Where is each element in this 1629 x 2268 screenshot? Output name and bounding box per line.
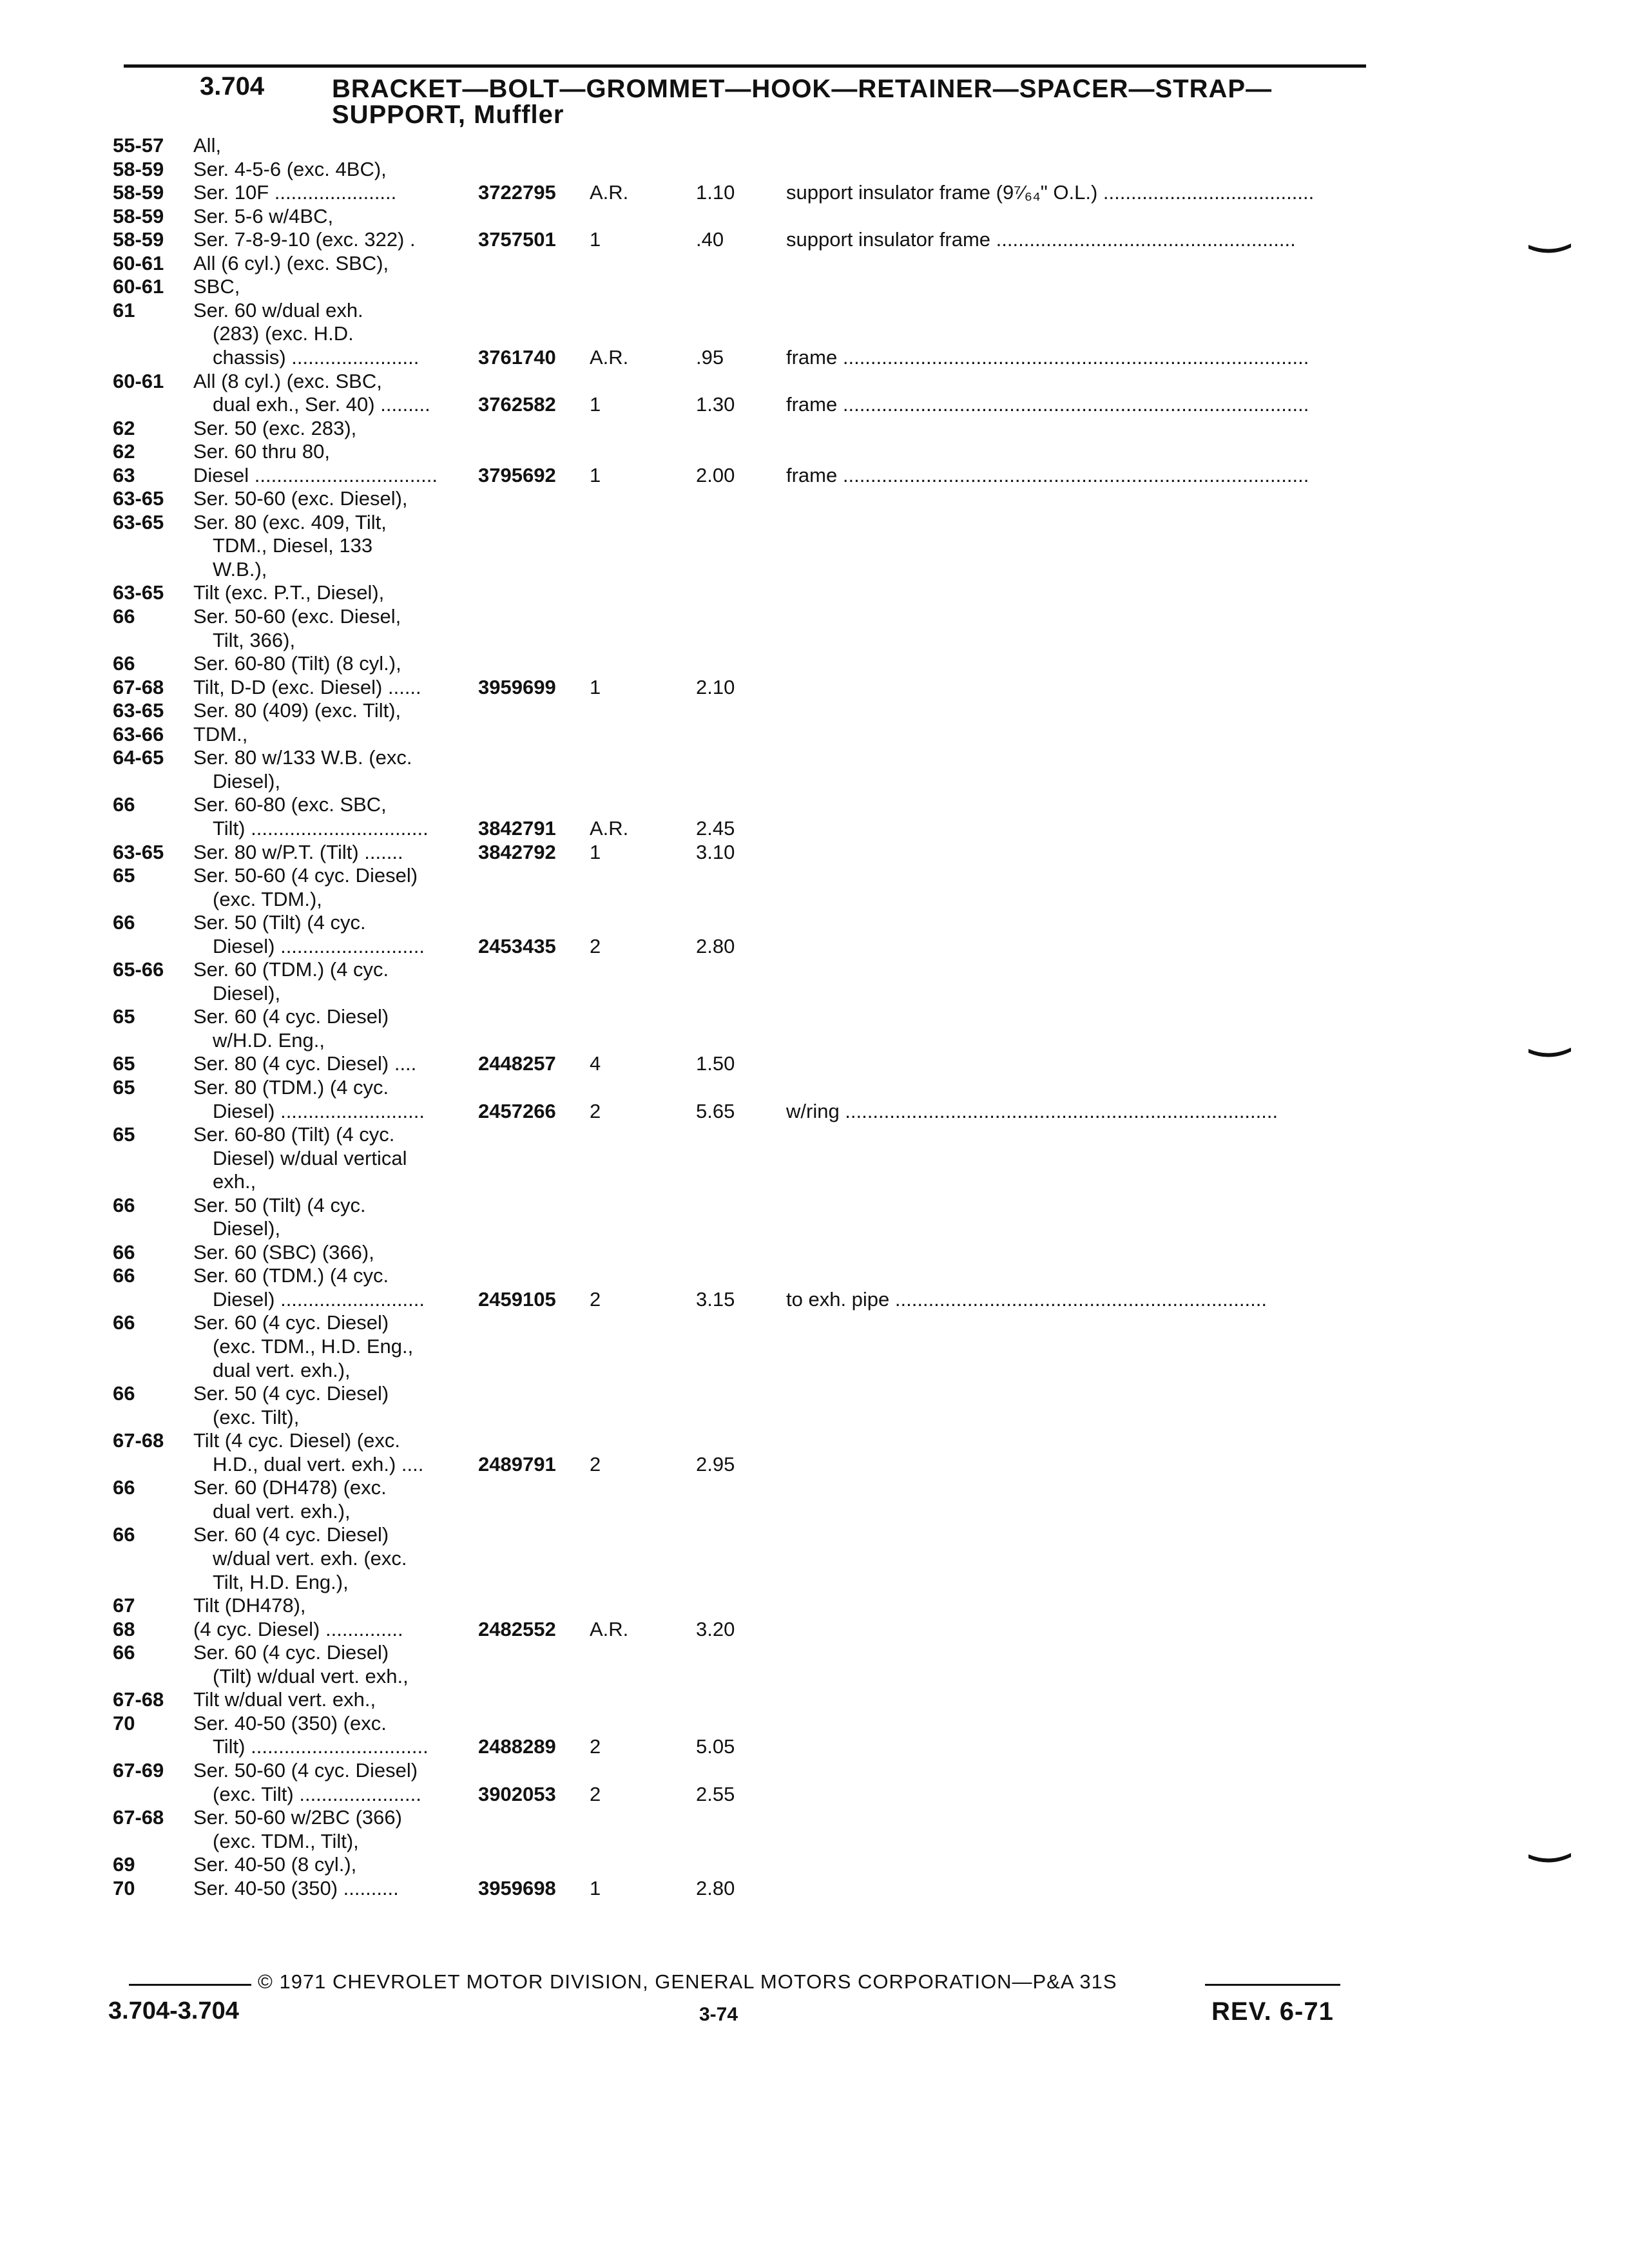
model-year: 65 [113,1123,135,1146]
application: Ser. 40-50 (350) (exc. [193,1712,387,1735]
application: w/H.D. Eng., [213,1029,325,1052]
application: Diesel) .......................... [213,1100,425,1122]
application: (exc. Tilt), [213,1406,300,1428]
model-year: 63-65 [113,511,164,533]
part-number: 2457266 [478,1100,556,1122]
model-year: 62 [113,417,135,439]
price: 2.80 [696,1877,735,1899]
binder-mark-icon [1527,240,1572,259]
model-year: 67 [113,1594,135,1617]
application: Ser. 4-5-6 (exc. 4BC), [193,158,387,180]
table-row [0,393,1629,416]
quantity: A.R. [590,181,629,204]
model-year: 62 [113,440,135,463]
table-row [0,205,1629,228]
remarks: frame .................................................................................... [786,346,1309,369]
model-year: 67-69 [113,1759,164,1782]
model-year: 63-65 [113,699,164,722]
table-row [0,676,1629,699]
table-row [0,252,1629,275]
table-row [0,1759,1629,1782]
table-row [0,888,1629,911]
model-year: 58-59 [113,158,164,180]
table-row [0,935,1629,958]
model-year: 66 [113,1641,135,1664]
model-year: 63-65 [113,581,164,604]
table-row [0,652,1629,675]
model-year: 70 [113,1877,135,1899]
table-row [0,1476,1629,1499]
application: Ser. 50-60 (4 cyc. Diesel) [193,1759,418,1782]
header-rule [124,64,1366,68]
application: dual exh., Ser. 40) ......... [213,393,430,416]
footer-copyright: © 1971 CHEVROLET MOTOR DIVISION, GENERAL MOTORS CORPORATION—P&A 31S [258,1970,1117,1993]
model-year: 63-66 [113,723,164,745]
quantity: 2 [590,935,601,957]
application: chassis) ....................... [213,346,419,369]
price: 2.55 [696,1783,735,1805]
model-year: 61 [113,299,135,322]
application: Ser. 80 (409) (exc. Tilt), [193,699,401,722]
table-row [0,1453,1629,1476]
model-year: 63-65 [113,487,164,510]
table-row [0,817,1629,840]
table-row [0,1547,1629,1570]
application: dual vert. exh.), [213,1359,351,1381]
model-year: 66 [113,1382,135,1405]
application: (Tilt) w/dual vert. exh., [213,1665,409,1687]
model-year: 60-61 [113,252,164,274]
remarks: support insulator frame (9⁷⁄₆₄" O.L.) ...................................... [786,181,1315,204]
application: Ser. 60 (SBC) (366), [193,1241,374,1264]
table-row [0,605,1629,628]
price: 5.65 [696,1100,735,1122]
application: Tilt (exc. P.T., Diesel), [193,581,385,604]
model-year: 65 [113,1076,135,1099]
remarks: to exh. pipe ................................................................... [786,1288,1267,1311]
application: (exc. TDM.), [213,888,322,910]
quantity: A.R. [590,1618,629,1640]
model-year: 65 [113,1052,135,1075]
model-year: 66 [113,652,135,675]
table-row [0,1735,1629,1758]
application: w/dual vert. exh. (exc. [213,1547,407,1570]
part-number: 2459105 [478,1288,556,1311]
section-title: BRACKET—BOLT—GROMMET—HOOK—RETAINER—SPACER—STRAP— SUPPORT, Muffler [332,75,1273,129]
table-row [0,1571,1629,1594]
part-number: 3959698 [478,1877,556,1899]
table-row [0,1217,1629,1240]
table-row [0,1641,1629,1664]
part-number: 3762582 [478,393,556,416]
table-row [0,1335,1629,1358]
table-row [0,723,1629,746]
remarks: frame .................................................................................... [786,464,1309,486]
application: Diesel ................................. [193,464,438,486]
application: (exc. TDM., Tilt), [213,1830,359,1852]
quantity: 2 [590,1288,601,1311]
application: Tilt, H.D. Eng.), [213,1571,349,1593]
quantity: 1 [590,464,601,486]
part-number: 3795692 [478,464,556,486]
model-year: 70 [113,1712,135,1735]
table-row [0,1052,1629,1075]
table-row [0,275,1629,298]
application: (exc. TDM., H.D. Eng., [213,1335,414,1358]
application: Ser. 50-60 (exc. Diesel, [193,605,401,628]
table-row [0,770,1629,793]
application: Ser. 60 (4 cyc. Diesel) [193,1641,389,1664]
table-row [0,911,1629,934]
table-row [0,1100,1629,1123]
binder-mark-icon [1527,1044,1572,1063]
model-year: 67-68 [113,676,164,698]
application: Tilt w/dual vert. exh., [193,1688,376,1711]
table-row [0,1618,1629,1641]
model-year: 66 [113,1194,135,1216]
application: SBC, [193,275,240,298]
price: 1.50 [696,1052,735,1075]
table-row [0,1194,1629,1217]
section-number: 3.704 [200,72,265,101]
table-row [0,370,1629,393]
model-year: 58-59 [113,228,164,251]
application: Ser. 60 (4 cyc. Diesel) [193,1311,389,1334]
application: Ser. 80 w/P.T. (Tilt) ....... [193,841,403,863]
application: Ser. 5-6 w/4BC, [193,205,334,227]
model-year: 67-68 [113,1429,164,1452]
application: Tilt (4 cyc. Diesel) (exc. [193,1429,400,1452]
table-row [0,346,1629,369]
quantity: A.R. [590,346,629,369]
price: 2.45 [696,817,735,840]
model-year: 63 [113,464,135,486]
table-row [0,487,1629,510]
quantity: 1 [590,393,601,416]
application: All (8 cyl.) (exc. SBC, [193,370,382,392]
model-year: 69 [113,1853,135,1876]
table-row [0,1382,1629,1405]
price: 5.05 [696,1735,735,1758]
table-row [0,1076,1629,1099]
table-row [0,1853,1629,1876]
application: Tilt) ................................ [213,817,429,840]
model-year: 67-68 [113,1688,164,1711]
application: Ser. 60 (TDM.) (4 cyc. [193,1264,389,1287]
application: W.B.), [213,558,267,581]
application: Ser. 60 (4 cyc. Diesel) [193,1005,389,1028]
quantity: 1 [590,841,601,863]
table-row [0,982,1629,1005]
table-row [0,1877,1629,1900]
table-row [0,1712,1629,1735]
part-number: 3842791 [478,817,556,840]
model-year: 58-59 [113,205,164,227]
table-row [0,958,1629,981]
table-row [0,1500,1629,1523]
application: Ser. 60 (DH478) (exc. [193,1476,387,1499]
application: Ser. 10F ...................... [193,181,397,204]
application: dual vert. exh.), [213,1500,351,1523]
part-number: 3902053 [478,1783,556,1805]
price: .95 [696,346,724,369]
table-row [0,417,1629,440]
model-year: 58-59 [113,181,164,204]
table-row [0,793,1629,816]
table-row [0,299,1629,322]
part-number: 3761740 [478,346,556,369]
application: Ser. 50 (Tilt) (4 cyc. [193,911,366,934]
model-year: 60-61 [113,275,164,298]
model-year: 60-61 [113,370,164,392]
table-row [0,1806,1629,1829]
application: Ser. 60 (TDM.) (4 cyc. [193,958,389,981]
application: Ser. 60 w/dual exh. [193,299,363,322]
table-row [0,1005,1629,1028]
application: Tilt (DH478), [193,1594,306,1617]
application: Ser. 50-60 (4 cyc. Diesel) [193,864,418,887]
table-row [0,558,1629,581]
part-number: 3842792 [478,841,556,863]
footer-section-range: 3.704-3.704 [108,1997,239,2024]
table-row [0,1170,1629,1193]
application: Ser. 40-50 (8 cyl.), [193,1853,357,1876]
table-row [0,1359,1629,1382]
part-number: 3959699 [478,676,556,698]
model-year: 66 [113,1264,135,1287]
table-row [0,1594,1629,1617]
quantity: 1 [590,228,601,251]
application: All (6 cyl.) (exc. SBC), [193,252,389,274]
application: Diesel), [213,770,281,793]
table-row [0,1311,1629,1334]
price: 1.30 [696,393,735,416]
application: Ser. 7-8-9-10 (exc. 322) . [193,228,416,251]
footer-page-number: 3-74 [699,2004,738,2025]
application: Tilt, D-D (exc. Diesel) ...... [193,676,421,698]
model-year: 66 [113,605,135,628]
table-row [0,864,1629,887]
table-row [0,1429,1629,1452]
model-year: 66 [113,1241,135,1264]
application: Diesel) w/dual vertical [213,1147,407,1169]
remarks: frame .................................................................................... [786,393,1309,416]
model-year: 66 [113,793,135,816]
table-row [0,158,1629,181]
footer-revision: REV. 6-71 [1211,1997,1334,2026]
price: 2.00 [696,464,735,486]
model-year: 66 [113,1311,135,1334]
table-row [0,181,1629,204]
application: Ser. 50 (4 cyc. Diesel) [193,1382,389,1405]
application: All, [193,134,222,157]
table-row [0,440,1629,463]
table-row [0,464,1629,487]
application: Ser. 80 (4 cyc. Diesel) .... [193,1052,417,1075]
application: Diesel) .......................... [213,1288,425,1311]
table-row [0,1029,1629,1052]
footer-rule-right [1205,1984,1340,1986]
application: Ser. 50-60 (exc. Diesel), [193,487,408,510]
table-row [0,1688,1629,1711]
table-row [0,134,1629,157]
table-row [0,1147,1629,1170]
table-row [0,1783,1629,1806]
application: Ser. 80 (exc. 409, Tilt, [193,511,387,533]
application: H.D., dual vert. exh.) .... [213,1453,424,1475]
remarks: w/ring .............................................................................. [786,1100,1278,1122]
price: 2.80 [696,935,735,957]
model-year: 65 [113,864,135,887]
table-row [0,841,1629,864]
table-row [0,228,1629,251]
quantity: 2 [590,1735,601,1758]
part-number: 2453435 [478,935,556,957]
table-row [0,629,1629,652]
application: Tilt) ................................ [213,1735,429,1758]
price: 2.95 [696,1453,735,1475]
quantity: 1 [590,676,601,698]
part-number: 3722795 [478,181,556,204]
price: 3.10 [696,841,735,863]
part-number: 3757501 [478,228,556,251]
table-row [0,534,1629,557]
table-row [0,1241,1629,1264]
application: Diesel) .......................... [213,935,425,957]
part-number: 2448257 [478,1052,556,1075]
application: Ser. 80 w/133 W.B. (exc. [193,746,412,769]
application: (283) (exc. H.D. [213,322,354,345]
application: Ser. 40-50 (350) .......... [193,1877,399,1899]
application: Diesel), [213,982,281,1004]
quantity: A.R. [590,817,629,840]
quantity: 1 [590,1877,601,1899]
quantity: 2 [590,1453,601,1475]
price: 1.10 [696,181,735,204]
table-row [0,746,1629,769]
model-year: 67-68 [113,1806,164,1829]
price: 2.10 [696,676,735,698]
model-year: 64-65 [113,746,164,769]
model-year: 66 [113,911,135,934]
remarks: support insulator frame ...................................................... [786,228,1296,251]
table-row [0,1123,1629,1146]
binder-mark-icon [1527,1849,1572,1869]
application: Ser. 60-80 (Tilt) (8 cyl.), [193,652,401,675]
part-number: 2489791 [478,1453,556,1475]
application: Diesel), [213,1217,281,1240]
price: .40 [696,228,724,251]
table-row [0,322,1629,345]
application: Ser. 50-60 w/2BC (366) [193,1806,402,1829]
application: Ser. 60 (4 cyc. Diesel) [193,1523,389,1546]
price: 3.15 [696,1288,735,1311]
application: TDM., Diesel, 133 [213,534,373,557]
footer-rule-left [129,1984,251,1986]
application: exh., [213,1170,256,1193]
model-year: 55-57 [113,134,164,157]
application: Ser. 50 (exc. 283), [193,417,357,439]
quantity: 2 [590,1100,601,1122]
application: TDM., [193,723,248,745]
model-year: 65-66 [113,958,164,981]
model-year: 68 [113,1618,135,1640]
part-number: 2488289 [478,1735,556,1758]
table-row [0,1264,1629,1287]
table-row [0,1288,1629,1311]
application: Ser. 60-80 (Tilt) (4 cyc. [193,1123,395,1146]
table-row [0,1830,1629,1853]
application: Ser. 80 (TDM.) (4 cyc. [193,1076,389,1099]
part-number: 2482552 [478,1618,556,1640]
table-row [0,1406,1629,1429]
application: (4 cyc. Diesel) .............. [193,1618,403,1640]
application: Tilt, 366), [213,629,296,651]
model-year: 65 [113,1005,135,1028]
quantity: 4 [590,1052,601,1075]
price: 3.20 [696,1618,735,1640]
table-row [0,1665,1629,1688]
application: (exc. Tilt) ...................... [213,1783,421,1805]
application: Ser. 60 thru 80, [193,440,330,463]
model-year: 66 [113,1523,135,1546]
table-row [0,1523,1629,1546]
table-row [0,511,1629,534]
quantity: 2 [590,1783,601,1805]
table-row [0,699,1629,722]
application: Ser. 50 (Tilt) (4 cyc. [193,1194,366,1216]
table-row [0,581,1629,604]
model-year: 63-65 [113,841,164,863]
model-year: 66 [113,1476,135,1499]
application: Ser. 60-80 (exc. SBC, [193,793,387,816]
